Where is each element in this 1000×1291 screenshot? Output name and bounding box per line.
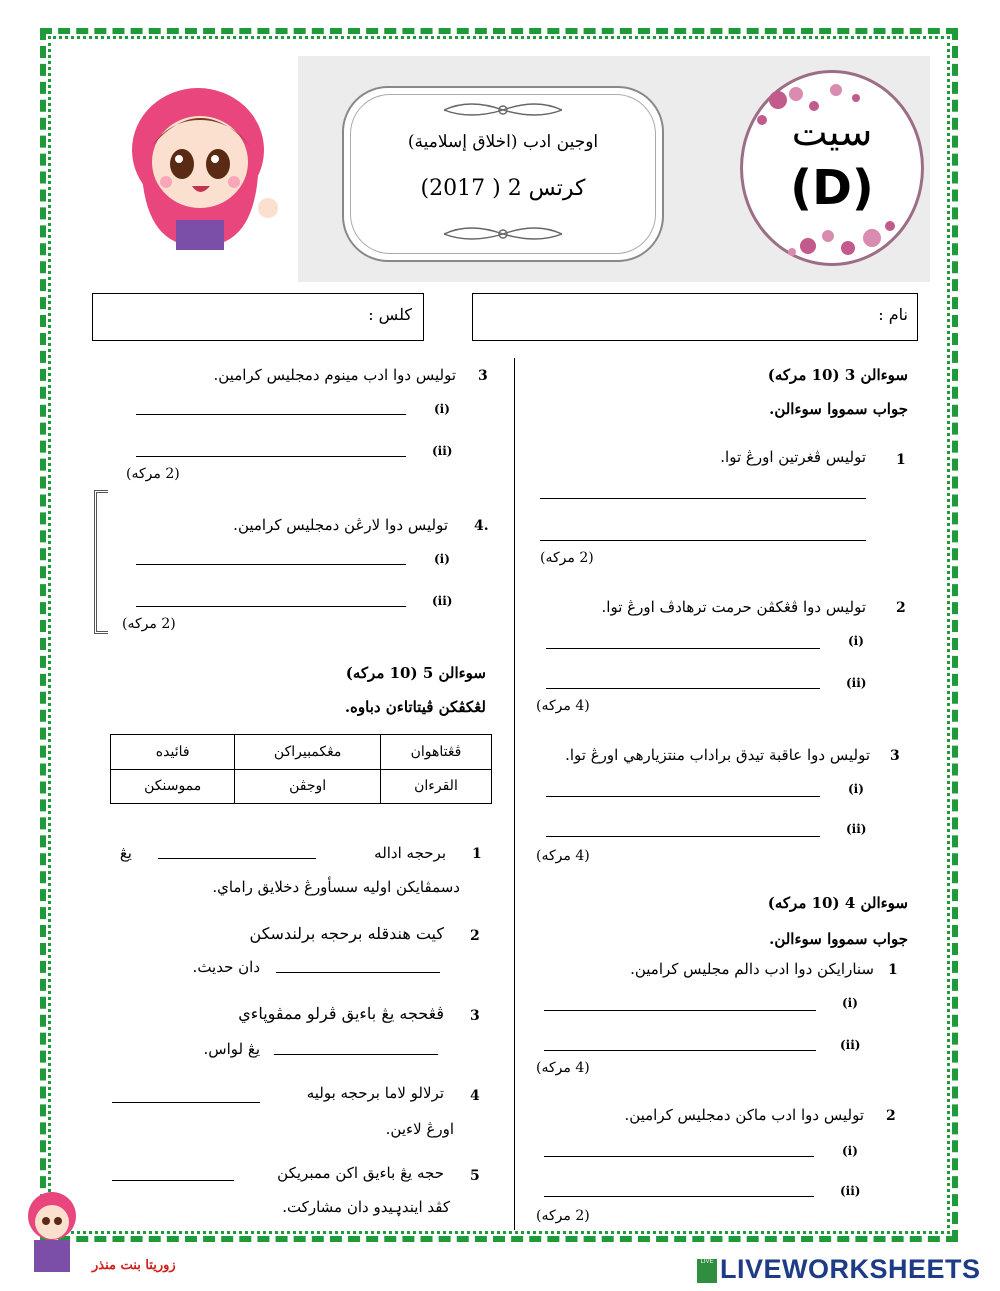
answer-line[interactable] bbox=[546, 688, 820, 689]
question-marks: (2 مركه) bbox=[536, 1208, 590, 1224]
fill-blank-input[interactable] bbox=[276, 972, 440, 973]
item-text-line2: اورڠ لاءين. bbox=[385, 1120, 454, 1138]
fill-blank-input[interactable] bbox=[274, 1054, 438, 1055]
question-text: سنارايكن دوا ادب دالم مجليس كرامين. bbox=[630, 960, 874, 978]
roman-ii: (ii) bbox=[846, 676, 867, 690]
fill-blank-input[interactable] bbox=[112, 1102, 260, 1103]
bracket-mark bbox=[94, 490, 108, 634]
word-bank-table bbox=[110, 734, 492, 804]
item-text-line2: دسمڤايكن اوليه سسأورڠ دخلايق راماي. bbox=[212, 878, 460, 896]
answer-line[interactable] bbox=[136, 414, 406, 415]
paper-subtitle: كرتس 2 ( 2017) bbox=[420, 176, 586, 201]
question-marks: (4 مركه) bbox=[536, 698, 590, 714]
question-text: توليس دوا ادب ماكن دمجليس كرامين. bbox=[624, 1106, 864, 1124]
answer-line[interactable] bbox=[136, 564, 406, 565]
item-number: 5 bbox=[470, 1168, 480, 1184]
item-text: ترلالو لاما برحجه بوليه bbox=[306, 1084, 444, 1102]
roman-ii: (ii) bbox=[432, 594, 453, 608]
word-bank-cell: مموسنكن bbox=[111, 769, 235, 804]
word-bank-cell: فائيده bbox=[111, 735, 235, 770]
item-text: برحجه اداله bbox=[374, 844, 446, 862]
answer-line[interactable] bbox=[546, 836, 820, 837]
answer-line[interactable] bbox=[544, 1196, 814, 1197]
column-divider bbox=[514, 358, 515, 1230]
set-code: (D) bbox=[790, 160, 874, 216]
fill-blank-input[interactable] bbox=[112, 1180, 234, 1181]
word-bank-cell: مڠكمبيراكن bbox=[235, 735, 381, 770]
item-text: يڠ bbox=[119, 844, 132, 862]
roman-ii: (ii) bbox=[846, 822, 867, 836]
liveworksheets-logo[interactable]: LIVEWORKSHEETS bbox=[720, 1254, 981, 1284]
author-avatar-illustration bbox=[22, 1188, 82, 1274]
set-label: سيت bbox=[791, 110, 873, 154]
item-number: 1 bbox=[472, 846, 482, 862]
section3-title: سوءالن 3 (10 مركه) bbox=[767, 366, 908, 384]
question-number: 2 bbox=[886, 1108, 896, 1124]
item-text-line2: دان حديث. bbox=[192, 958, 260, 976]
roman-i: (i) bbox=[842, 1144, 858, 1158]
question-number: 1 bbox=[888, 962, 898, 978]
roman-ii: (ii) bbox=[840, 1038, 861, 1052]
roman-i: (i) bbox=[434, 552, 450, 566]
item-text: ڤڠحجه يڠ باءيق ڤرلو ممڤوڽاءي bbox=[238, 1004, 444, 1023]
answer-line[interactable] bbox=[540, 498, 866, 499]
item-text-line2: يڠ لواس. bbox=[203, 1040, 260, 1058]
item-number: 2 bbox=[470, 928, 480, 944]
question-number: 4. bbox=[474, 518, 489, 534]
answer-line[interactable] bbox=[544, 1010, 816, 1011]
question-marks: (2 مركه) bbox=[540, 550, 594, 566]
question-marks: (2 مركه) bbox=[122, 616, 176, 632]
question-text: توليس دوا ڤڠكڤن حرمت ترهادڤ اورڠ توا. bbox=[601, 598, 866, 616]
item-text-line2: كڤد ايندۑيدو دان مشاركت. bbox=[282, 1198, 450, 1216]
fill-blank-input[interactable] bbox=[158, 858, 316, 859]
roman-i: (i) bbox=[848, 782, 864, 796]
item-text: حجه يڠ باءيق اكن ممبريكن bbox=[277, 1164, 444, 1182]
roman-i: (i) bbox=[848, 634, 864, 648]
word-bank-cell: القرءان bbox=[380, 769, 491, 804]
word-bank-cell: ڤڠتاهوان bbox=[380, 735, 491, 770]
word-bank-cell: اوجڤن bbox=[235, 769, 381, 804]
answer-line[interactable] bbox=[136, 606, 406, 607]
section5-title: سوءالن 5 (10 مركه) bbox=[345, 664, 486, 682]
question-text: توليس دوا عاقبة تيدق براداب منتزيارهي اورڠ توا. bbox=[565, 746, 870, 764]
answer-line[interactable] bbox=[546, 796, 820, 797]
section3-instruction: جواب سمووا سوءالن. bbox=[769, 400, 908, 418]
answer-line[interactable] bbox=[540, 540, 866, 541]
ornament-bottom-icon bbox=[440, 222, 566, 248]
roman-i: (i) bbox=[842, 996, 858, 1010]
name-field[interactable] bbox=[472, 293, 918, 341]
section4-title: سوءالن 4 (10 مركه) bbox=[767, 894, 908, 912]
question-marks: (2 مركه) bbox=[126, 466, 180, 482]
answer-line[interactable] bbox=[544, 1050, 816, 1051]
section5-instruction: لڠكڤكن ڤيتاتاءن دباوه. bbox=[344, 698, 486, 716]
answer-line[interactable] bbox=[136, 456, 406, 457]
question-number: 1 bbox=[896, 452, 906, 468]
item-number: 4 bbox=[470, 1088, 480, 1104]
item-number: 3 bbox=[470, 1008, 480, 1024]
liveworksheets-badge: LIVE bbox=[697, 1259, 717, 1283]
answer-line[interactable] bbox=[546, 648, 820, 649]
roman-ii: (ii) bbox=[432, 444, 453, 458]
question-marks: (4 مركه) bbox=[536, 848, 590, 864]
question-text: توليس دوا لارڠن دمجليس كرامين. bbox=[233, 516, 448, 534]
name-label: نام : bbox=[878, 305, 908, 324]
question-marks: (4 مركه) bbox=[536, 1060, 590, 1076]
question-number: 2 bbox=[896, 600, 906, 616]
class-label: كلس : bbox=[368, 305, 412, 324]
question-number: 3 bbox=[890, 748, 900, 764]
page-title: اوجين ادب (اخلاق إسلامية) bbox=[407, 132, 599, 152]
roman-ii: (ii) bbox=[840, 1184, 861, 1198]
question-number: 3 bbox=[478, 368, 488, 384]
hijab-girl-illustration bbox=[118, 80, 288, 250]
author-name: زوريتا بنت منذر bbox=[92, 1258, 176, 1273]
question-text: توليس دوا ادب مينوم دمجليس كرامين. bbox=[213, 366, 456, 384]
section4-instruction: جواب سمووا سوءالن. bbox=[769, 930, 908, 948]
roman-i: (i) bbox=[434, 402, 450, 416]
answer-line[interactable] bbox=[544, 1156, 814, 1157]
ornament-top-icon bbox=[440, 96, 566, 122]
item-text: كيت هندقله برحجه برلندسكن bbox=[249, 924, 444, 943]
question-text: توليس ڤغرتين اورڠ توا. bbox=[720, 448, 866, 466]
